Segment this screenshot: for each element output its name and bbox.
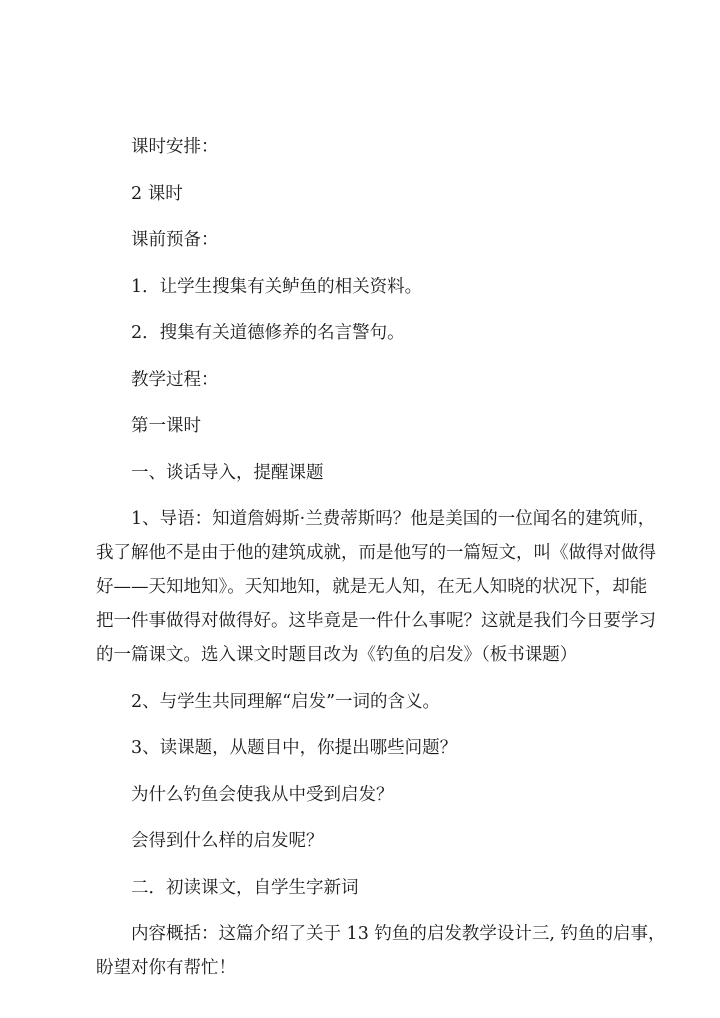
- step-2: 2、与学生共同理解“启发”一词的含义。: [131, 691, 441, 712]
- heading-process: 教学过程：: [131, 369, 219, 390]
- section-heading-reading: 二．初读课文，自学生字新词: [131, 877, 359, 898]
- document-body: [96, 130, 666, 998]
- preparation-item-2: 2．搜集有关道德修养的名言警句。: [131, 323, 405, 343]
- paragraph-line: 好——天知地知》。天知地知，就是无人知，在无人知晓的状况下，却能: [96, 577, 648, 597]
- heading-preparation: 课前预备：: [131, 230, 219, 250]
- paragraph-line: 内容概括：这篇介绍了关于 13 钓鱼的启发教学设计三, 钓鱼的启事，: [131, 924, 666, 944]
- step-3: 3、读课题，从题目中，你提出哪些问题？: [131, 738, 458, 758]
- paragraph-line: 把一件事做得对做得好。这毕竟是一件什么事呢？这就是我们今日要学习: [96, 611, 656, 631]
- paragraph-line: 我了解他不是由于他的建筑成就，而是他写的一篇短文，叫《做得对做得: [96, 543, 656, 563]
- heading-first-lesson: 第一课时: [131, 416, 201, 436]
- heading-schedule: 课时安排：: [131, 137, 219, 157]
- intro-paragraph: [96, 502, 666, 672]
- paragraph-line: 1、导语：知道詹姆斯·兰费蒂斯吗？他是美国的一位闻名的建筑师，: [131, 509, 656, 529]
- question-2: 会得到什么样的启发呢？: [131, 831, 324, 851]
- preparation-item-1: 1．让学生搜集有关鲈鱼的相关资料。: [131, 276, 423, 297]
- paragraph-line: 盼望对你有帮忙！: [96, 958, 236, 978]
- question-1: 为什么钓鱼会使我从中受到启发？: [131, 784, 394, 805]
- paragraph-line: 的一篇课文。选入课文时题目改为《钓鱼的启发》（板书课题）: [96, 645, 578, 665]
- section-heading-intro: 一、谈话导入，提醒课题: [131, 462, 324, 483]
- class-hours: 2 课时: [131, 183, 183, 204]
- summary-paragraph: [96, 917, 666, 985]
